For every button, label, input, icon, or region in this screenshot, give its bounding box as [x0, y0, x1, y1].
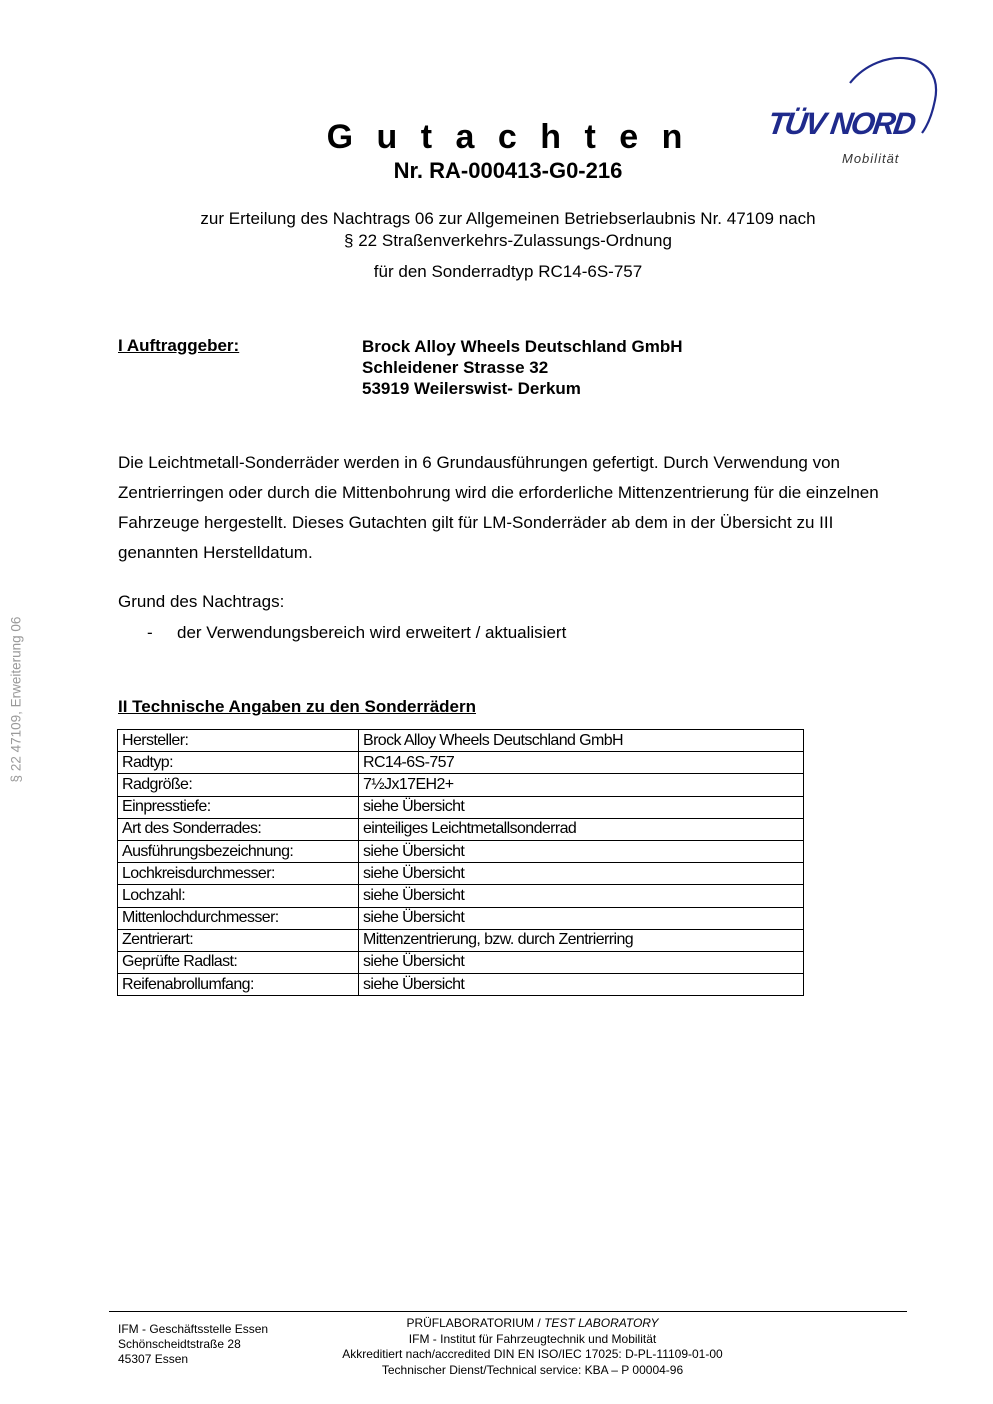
logo-subtitle: Mobilität	[842, 151, 900, 166]
footer-institute: IFM - Institut für Fahrzeugtechnik und Mobilität	[408, 1331, 657, 1346]
table-value: siehe Übersicht	[359, 863, 804, 885]
table-value: siehe Übersicht	[359, 796, 804, 818]
table-key: Radgröße:	[118, 774, 359, 796]
table-row	[118, 796, 804, 818]
table-key: Zentrierart:	[118, 929, 359, 951]
footer-address	[118, 1322, 268, 1367]
footer-divider	[109, 1311, 907, 1312]
table-row	[118, 863, 804, 885]
table-value: siehe Übersicht	[359, 951, 804, 973]
table-row	[118, 730, 804, 752]
table-value: siehe Übersicht	[359, 974, 804, 996]
side-note: § 22 47109, Erweiterung 06	[8, 616, 24, 783]
footer-address-line: 45307 Essen	[118, 1352, 189, 1366]
client-street: Schleidener Strasse 32	[362, 358, 549, 377]
table-value: RC14-6S-757	[359, 752, 804, 774]
table-key: Mittenlochdurchmesser:	[118, 907, 359, 929]
table-key: Lochzahl:	[118, 885, 359, 907]
body-paragraph: Die Leichtmetall-Sonderräder werden in 6 Grundausführungen gefertigt. Durch Verwendung von Zentrierringen oder durch die Mittenbohrung wird die erforderliche Mittenzentrierung für die einzelnen Fahrzeuge hergestellt. Dieses Gutachten gilt für LM-Sonderräder ab dem in der Übersicht zu III genannten Herstelldatum.	[118, 453, 879, 562]
table-row	[118, 885, 804, 907]
table-value: siehe Übersicht	[359, 907, 804, 929]
client-city: 53919 Weilerswist- Derkum	[362, 379, 581, 398]
tuv-nord-logo: TÜV NORD	[765, 106, 917, 141]
intro-line-1: zur Erteilung des Nachtrags 06 zur Allgemeinen Betriebserlaubnis Nr. 47109 nach	[200, 209, 816, 228]
table-key: Reifenabrollumfang:	[118, 974, 359, 996]
table-value: Mittenzentrierung, bzw. durch Zentrierring	[359, 929, 804, 951]
bullet-dash: -	[147, 623, 153, 642]
table-key: Einpresstiefe:	[118, 796, 359, 818]
table-row	[118, 818, 804, 840]
footer-address-line: Schönscheidtstraße 28	[118, 1337, 241, 1351]
reason-bullet	[147, 623, 566, 643]
reason-label: Grund des Nachtrags:	[118, 592, 285, 611]
table-value: siehe Übersicht	[359, 840, 804, 862]
table-row	[118, 840, 804, 862]
document-number: Nr. RA-000413-G0-216	[393, 158, 623, 183]
table-row	[118, 929, 804, 951]
footer-accreditation: Akkreditiert nach/accredited DIN EN ISO/IEC 17025: D-PL-11109-01-00	[342, 1347, 723, 1361]
client-label: I Auftraggeber:	[118, 336, 240, 355]
table-value: einteiliges Leichtmetallsonderrad	[359, 818, 804, 840]
table-key: Ausführungsbezeichnung:	[118, 840, 359, 862]
document-title: G u t a c h t e n	[326, 118, 690, 156]
bullet-text: der Verwendungsbereich wird erweitert / aktualisiert	[177, 623, 567, 642]
intro-line-3: für den Sonderradtyp RC14-6S-757	[373, 262, 643, 281]
table-value: 7½Jx17EH2+	[359, 774, 804, 796]
technical-heading: II Technische Angaben zu den Sonderrädern	[118, 697, 477, 716]
table-row	[118, 951, 804, 973]
footer-address-line: IFM - Geschäftsstelle Essen	[118, 1322, 269, 1336]
footer-service: Technischer Dienst/Technical service: KBA – P 00004-96	[381, 1362, 684, 1377]
client-name: Brock Alloy Wheels Deutschland GmbH	[362, 337, 683, 356]
table-value: siehe Übersicht	[359, 885, 804, 907]
table-value: Brock Alloy Wheels Deutschland GmbH	[359, 730, 804, 752]
footer-lab-de: PRÜFLABORATORIUM /	[406, 1316, 541, 1330]
client-address	[362, 336, 683, 399]
footer-lab-info	[300, 1316, 765, 1378]
technical-table	[117, 729, 804, 996]
footer-lab-en: TEST LABORATORY	[544, 1316, 659, 1330]
table-row	[118, 907, 804, 929]
table-row	[118, 974, 804, 996]
table-key: Radtyp:	[118, 752, 359, 774]
table-key: Lochkreisdurchmesser:	[118, 863, 359, 885]
table-key: Geprüfte Radlast:	[118, 951, 359, 973]
table-key: Art des Sonderrades:	[118, 818, 359, 840]
table-row	[118, 774, 804, 796]
intro-line-2: § 22 Straßenverkehrs-Zulassungs-Ordnung	[344, 231, 672, 250]
footer-lab-title	[300, 1316, 765, 1332]
table-row	[118, 752, 804, 774]
table-key: Hersteller:	[118, 730, 359, 752]
